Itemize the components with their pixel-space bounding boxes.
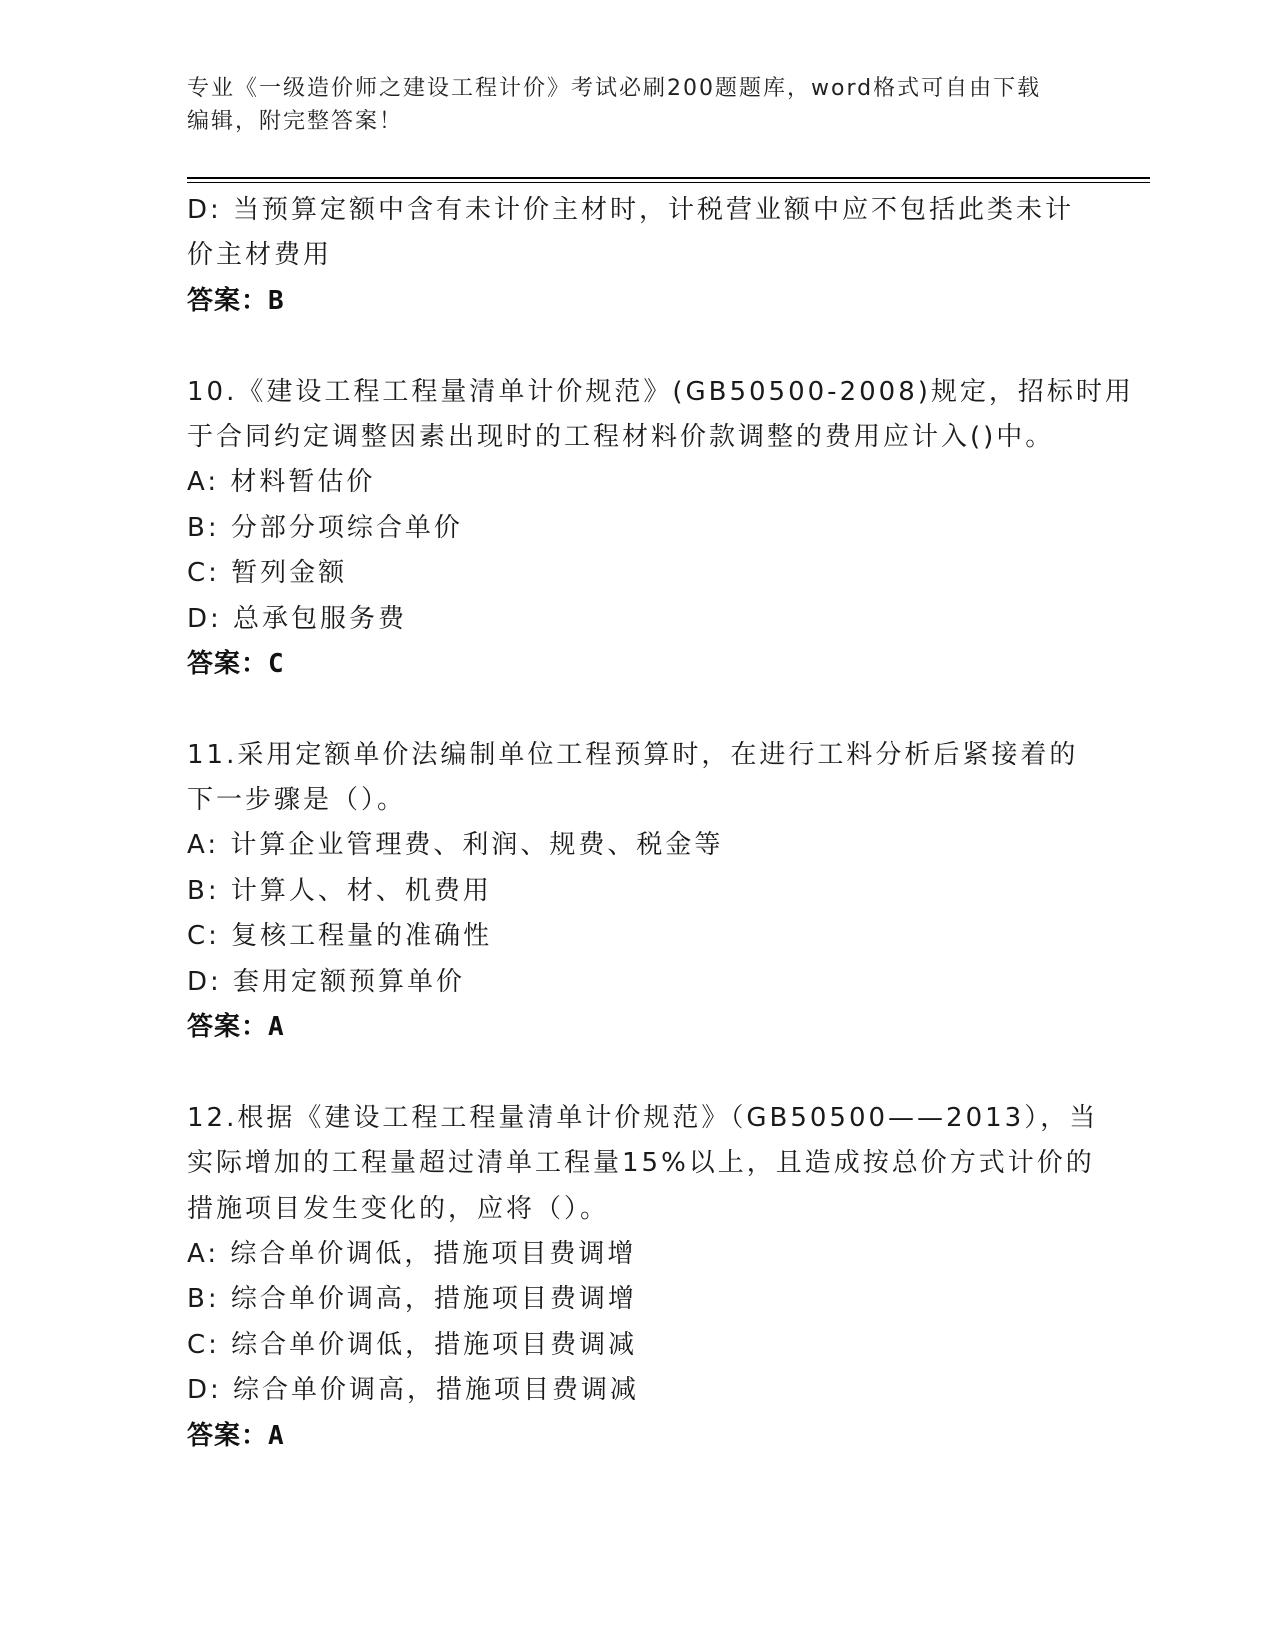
- continued-question: [187, 188, 1087, 324]
- spacer: [187, 687, 1087, 732]
- option-c: C: 综合单价调低，措施项目费调减: [187, 1329, 638, 1360]
- page-header: [187, 72, 1087, 138]
- question-content: [187, 188, 1134, 1459]
- question-12: [187, 1096, 1099, 1459]
- spacer: [187, 324, 1087, 369]
- option-d-line: 价主材费用: [187, 240, 333, 271]
- answer-line: 答案：A: [187, 1420, 285, 1451]
- header-line: 编辑，附完整答案！: [187, 109, 404, 134]
- option-a: A: 材料暂估价: [187, 467, 376, 498]
- question-stem: 12.根据《建设工程工程量清单计价规范》（GB50500——2013），当: [187, 1102, 1099, 1133]
- question-stem: 措施项目发生变化的，应将（）。: [187, 1193, 610, 1224]
- answer-line: 答案：B: [187, 285, 285, 316]
- answer-line: 答案：C: [187, 648, 285, 679]
- question-stem: 实际增加的工程量超过清单工程量15%以上，且造成按总价方式计价的: [187, 1148, 1095, 1179]
- question-11: [187, 733, 1087, 1051]
- option-a: A: 综合单价调低，措施项目费调增: [187, 1238, 637, 1269]
- option-c: C: 复核工程量的准确性: [187, 921, 493, 952]
- option-b: B: 分部分项综合单价: [187, 512, 463, 543]
- option-b: B: 计算人、材、机费用: [187, 875, 492, 906]
- spacer: [187, 1050, 1087, 1095]
- question-stem: 10.《建设工程工程量清单计价规范》(GB50500-2008)规定，招标时用: [187, 376, 1134, 407]
- option-d: D: 综合单价调高，措施项目费调减: [187, 1375, 640, 1406]
- header-divider-thick: [187, 177, 1150, 179]
- question-stem: 11.采用定额单价法编制单位工程预算时，在进行工料分析后紧接着的: [187, 739, 1079, 770]
- header-divider-thin: [187, 182, 1150, 183]
- option-d: D: 总承包服务费: [187, 603, 408, 634]
- option-d: D: 套用定额预算单价: [187, 966, 466, 997]
- header-line: 专业《一级造价师之建设工程计价》考试必刷200题题库，word格式可自由下载: [187, 76, 1042, 101]
- option-b: B: 综合单价调高，措施项目费调增: [187, 1284, 637, 1315]
- option-c: C: 暂列金额: [187, 558, 348, 589]
- question-10: [187, 370, 1134, 688]
- option-d-line: D: 当预算定额中含有未计价主材时，计税营业额中应不包括此类未计: [187, 195, 1075, 225]
- option-a: A: 计算企业管理费、利润、规费、税金等: [187, 830, 724, 861]
- question-stem: 于合同约定调整因素出现时的工程材料价款调整的费用应计入()中。: [187, 421, 1055, 452]
- question-stem: 下一步骤是（）。: [187, 785, 407, 816]
- answer-line: 答案：A: [187, 1012, 285, 1043]
